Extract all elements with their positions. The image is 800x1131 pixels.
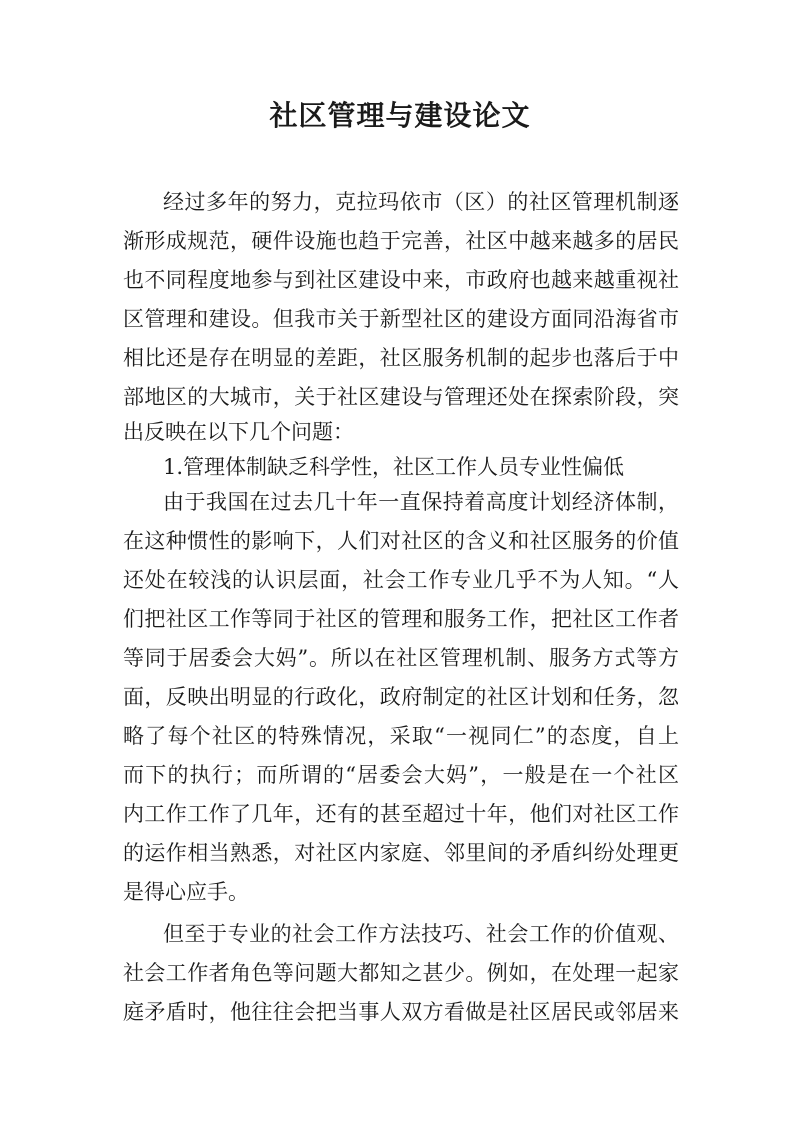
paragraph-line: 面，反映出明显的行政化，政府制定的社区计划和任务，忽	[123, 685, 679, 709]
page-title: 社区管理与建设论文	[269, 99, 531, 132]
paragraph-line: 庭矛盾时，他往往会把当事人双方看做是社区居民或邻居来	[123, 1000, 679, 1024]
paragraph-line: 部地区的大城市，关于社区建设与管理还处在探索阶段，突	[123, 385, 679, 409]
paragraph-line: 社会工作者角色等问题大都知之甚少。例如，在处理一起家	[123, 961, 679, 985]
paragraph-line: 在这种惯性的影响下，人们对社区的含义和社区服务的价值	[123, 529, 679, 553]
paragraph-line: 还处在较浅的认识层面，社会工作专业几乎不为人知。“人	[123, 568, 679, 592]
paragraph-line: 区管理和建设。但我市关于新型社区的建设方面同沿海省市	[123, 307, 679, 331]
paragraph-line: 而下的执行；而所谓的“居委会大妈”，一般是在一个社区	[123, 763, 679, 787]
paragraph-line: 内工作工作了几年，还有的甚至超过十年，他们对社区工作	[123, 802, 679, 826]
section-heading: 1.管理体制缺乏科学性，社区工作人员专业性偏低	[163, 455, 625, 479]
paragraph-line: 的运作相当熟悉，对社区内家庭、邻里间的矛盾纠纷处理更	[123, 841, 679, 865]
paragraph-line: 是得心应手。	[123, 880, 249, 904]
paragraph-line: 相比还是存在明显的差距，社区服务机制的起步也落后于中	[123, 346, 679, 370]
paragraph-line: 但至于专业的社会工作方法技巧、社会工作的价值观、	[163, 922, 679, 946]
paragraph-line: 由于我国在过去几十年一直保持着高度计划经济体制，	[163, 490, 679, 514]
paragraph-line: 也不同程度地参与到社区建设中来，市政府也越来越重视社	[123, 268, 679, 292]
paragraph-line: 出反映在以下几个问题：	[123, 420, 354, 444]
paragraph-line: 经过多年的努力，克拉玛依市（区）的社区管理机制逐	[163, 190, 679, 214]
paragraph-line: 略了每个社区的特殊情况，采取“一视同仁”的态度，自上	[123, 724, 679, 748]
paragraph-line: 渐形成规范，硬件设施也趋于完善，社区中越来越多的居民	[123, 229, 679, 253]
paragraph-line: 们把社区工作等同于社区的管理和服务工作，把社区工作者	[123, 607, 679, 631]
paragraph-line: 等同于居委会大妈”。所以在社区管理机制、服务方式等方	[123, 646, 679, 670]
